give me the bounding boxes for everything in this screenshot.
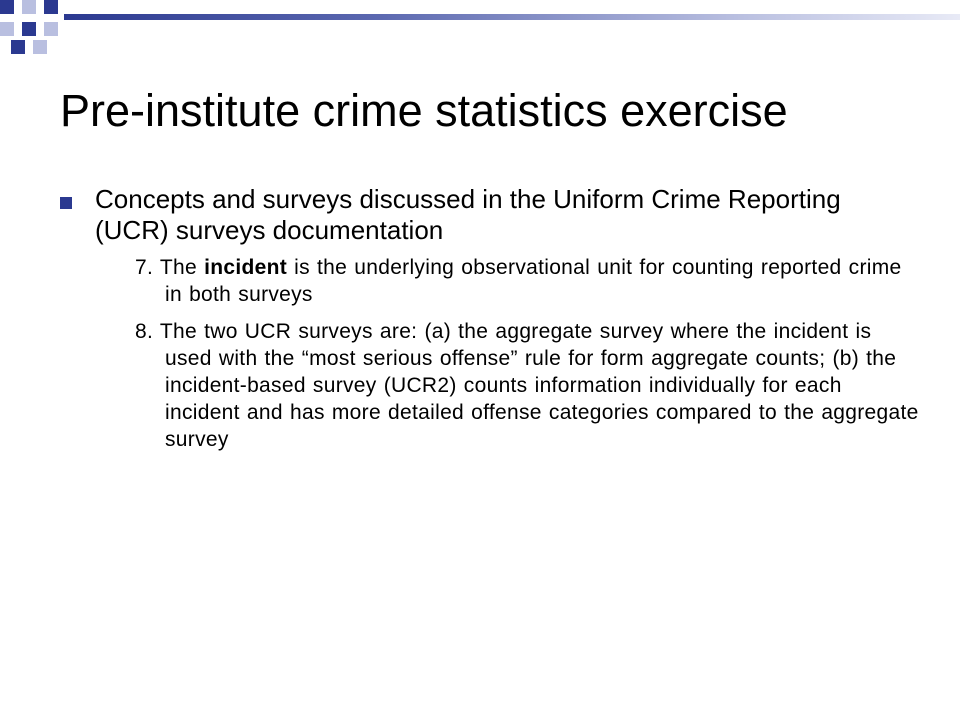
- deco-square: [0, 22, 14, 36]
- deco-square: [44, 0, 58, 14]
- sub-item-7-pre: 7. The: [135, 256, 205, 279]
- deco-square: [0, 0, 14, 14]
- sub-item-7-post: is the underlying observational unit for counting reported crime in both surveys: [165, 256, 902, 306]
- bullet-text: Concepts and surveys discussed in the Uniform Crime Reporting (UCR) surveys documentation: [95, 184, 841, 245]
- sub-item-7-bold: incident: [204, 256, 287, 279]
- deco-square: [22, 22, 36, 36]
- deco-square: [11, 40, 25, 54]
- corner-decoration: [0, 0, 960, 60]
- sub-item-7: [135, 254, 920, 308]
- deco-square: [22, 0, 36, 14]
- sub-item-8: 8. The two UCR surveys are: (a) the aggregate survey where the incident is used with the “most serious offense” rule for form aggregate counts; (b) the incident-based survey (UCR2) counts information individually for each incident and has more detailed offense categories compared to the aggregate survey: [135, 320, 919, 451]
- square-bullet-icon: [60, 197, 72, 209]
- slide-body: [60, 184, 920, 453]
- slide-title: Pre-institute crime statistics exercise: [60, 85, 788, 136]
- deco-square: [33, 40, 47, 54]
- title-rule: [64, 14, 960, 20]
- deco-square: [44, 22, 58, 36]
- bullet-item: [60, 184, 920, 246]
